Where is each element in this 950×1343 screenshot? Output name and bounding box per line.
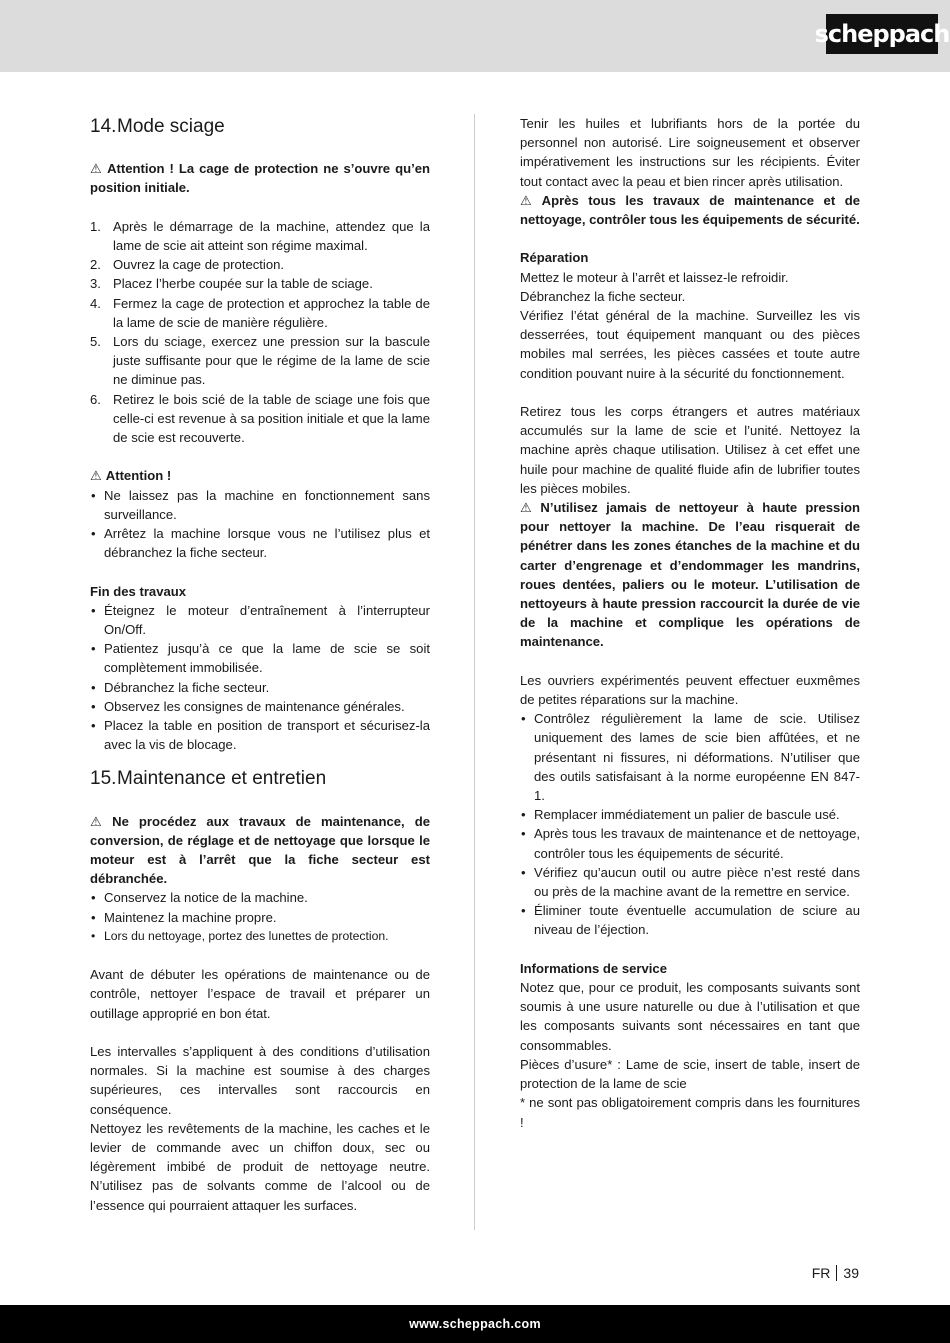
repair-list — [520, 709, 860, 939]
list-item: 3. Placez l’herbe coupée sur la table de sciage. — [90, 276, 373, 292]
paragraph: Pièces d’usure* : Lame de scie, insert de table, insert de protection de la lame de scie — [520, 1056, 860, 1092]
warning-safety-check: ⚠ Après tous les travaux de maintenance et de nettoyage, contrôler tous les équipements de sécurité. — [520, 192, 860, 228]
list-item: • Vérifiez qu’aucun outil ou autre pièce n’est resté dans ou près de la machine avant de la remettre en service. — [521, 864, 860, 900]
scheppach-logo: scheppach — [826, 14, 938, 54]
warning-high-pressure: ⚠ N’utilisez jamais de nettoyeur à haute pression pour nettoyer la machine. De l’eau risquerait de pénétrer dans les zones étanches de la machine et du carter d’engrenage et d’endommager les mandrins, roues dentées, paliers ou le moteur. L’utilisation de nettoyeurs à haute pression raccourcit la durée de vie de la machine et complique les opérations de maintenance. — [520, 500, 860, 650]
list-item: • Arrêtez la machine lorsque vous ne l’utilisez plus et débranchez la fiche secteur. — [91, 526, 430, 561]
steps-list — [90, 217, 430, 447]
right-column — [520, 114, 860, 1132]
subheading-fin-des-travaux: Fin des travaux — [90, 583, 187, 599]
section-number: 14. — [90, 116, 117, 137]
paragraph: Nettoyez les revêtements de la machine, les caches et le levier de commande avec un chiffon doux, sec ou légèrement imbibé de produit de nettoyage neutre. N’utilisez pas de solvants comme de l’alcool ou de l’essence qui pourraient attaquer les surfaces. — [90, 1120, 430, 1213]
warning-cage — [90, 159, 430, 197]
warning-triangle-icon: ⚠ — [90, 468, 102, 484]
paragraph: Retirez tous les corps étrangers et autres matériaux accumulés sur la lame de scie et l’unité. Nettoyez la machine après chaque utilisation. Utilisez à cet effet une huile pour machine de qualité fluide afin de lubrifier toutes les pièces mobiles. — [520, 404, 860, 496]
section-number: 15. — [90, 768, 117, 790]
warning-maintenance: ⚠ Ne procédez aux travaux de maintenance, de conversion, de réglage et de nettoyage que lorsque le moteur est à l’arrêt que la fiche secteur est débranchée. — [90, 813, 430, 887]
list-item: • Après tous les travaux de maintenance et de nettoyage, contrôler tous les équipements de sécurité. — [521, 826, 860, 861]
list-item: • Observez les consignes de maintenance générales. — [91, 698, 405, 714]
header-bar — [0, 0, 950, 72]
footer-bar — [0, 1305, 950, 1343]
warning-triangle-icon: ⚠ — [90, 161, 104, 177]
list-item: 4. Fermez la cage de protection et approchez la table de la lame de scie de manière régulière. — [90, 295, 430, 330]
warning-triangle-icon: ⚠ — [520, 500, 537, 516]
section-14-heading — [90, 114, 430, 140]
list-item: 1. Après le démarrage de la machine, attendez que la lame de scie ait atteint son régime maximal. — [90, 218, 430, 253]
paragraph: Tenir les huiles et lubrifiants hors de la portée du personnel non autorisé. Lire soigneusement et observer impérativement les instructions sur les récipients. Éviter tout contact avec la peau et bien rincer après utilisation. — [520, 116, 860, 189]
warning-attention: ⚠ Attention ! — [90, 468, 172, 484]
subheading-reparation: Réparation — [520, 250, 589, 266]
left-column — [90, 114, 430, 1215]
list-item: • Remplacer immédiatement un palier de bascule usé. — [521, 807, 840, 823]
section-title: Mode sciage — [117, 116, 225, 137]
maintenance-list — [90, 888, 430, 946]
list-item: 6. Retirez le bois scié de la table de sciage une fois que celle-ci est revenue à sa position initiale et que la lame de scie est recouverte. — [90, 391, 430, 446]
subheading-informations-de-service: Informations de service — [520, 960, 667, 976]
paragraph: Vérifiez l’état général de la machine. Surveillez les vis desserrées, tout équipement manquant ou des pièces mobiles mal serrées, les pièces cassées et toute autre condition pouvant nuire à la sécurité du fonctionnement. — [520, 308, 860, 381]
page-count: 39 — [843, 1265, 859, 1281]
list-item: • Patientez jusqu’à ce que la lame de scie se soit complètement immobilisée. — [91, 641, 430, 676]
paragraph: Les ouvriers expérimentés peuvent effectuer euxmêmes de petites réparations sur la machine. — [520, 672, 860, 708]
language-code: FR — [811, 1265, 831, 1281]
end-list — [90, 601, 430, 755]
list-item: • Maintenez la machine propre. — [91, 909, 277, 925]
list-item: • Lors du nettoyage, portez des lunettes de protection. — [91, 928, 389, 943]
paragraph: * ne sont pas obligatoirement compris dans les fournitures ! — [520, 1095, 860, 1130]
paragraph: Débranchez la fiche secteur. — [520, 288, 686, 304]
section-title: Maintenance et entretien — [117, 768, 327, 790]
paragraph: Avant de débuter les opérations de maintenance ou de contrôle, nettoyer l’espace de travail et préparer un outillage approprié en bon état. — [90, 967, 430, 1021]
column-divider — [474, 114, 475, 1230]
list-item: • Éteignez le moteur d’entraînement à l’interrupteur On/Off. — [91, 602, 430, 638]
separator — [836, 1265, 837, 1281]
list-item: • Placez la table en position de transport et sécurisez-la avec la vis de blocage. — [91, 718, 430, 753]
list-item: • Ne laissez pas la machine en fonctionnement sans surveillance. — [91, 487, 430, 522]
website-link[interactable]: www.scheppach.com — [409, 1317, 541, 1331]
warning-text: Attention ! La cage de protection ne s’ouvre qu’en position initiale. — [90, 161, 430, 196]
paragraph: Les intervalles s’appliquent à des conditions d’utilisation normales. Si la machine est soumise à des charges supérieures, ces intervalles sont raccourcis en conséquence. — [90, 1044, 430, 1117]
section-15-heading — [90, 766, 430, 792]
paragraph: Mettez le moteur à l’arrêt et laissez-le refroidir. — [520, 269, 789, 285]
warning-triangle-icon: ⚠ — [90, 813, 109, 829]
list-item: • Débranchez la fiche secteur. — [91, 679, 270, 695]
list-item: • Éliminer toute éventuelle accumulation de sciure au niveau de l’éjection. — [521, 903, 860, 938]
list-item: 5. Lors du sciage, exercez une pression sur la bascule juste suffisante pour que le régime de la lame de scie ne diminue pas. — [90, 334, 430, 388]
warning-triangle-icon: ⚠ — [520, 192, 538, 208]
attention-list — [90, 486, 430, 563]
list-item: 2. Ouvrez la cage de protection. — [90, 257, 285, 273]
list-item: • Contrôlez régulièrement la lame de scie. Utilisez uniquement des lames de scie bien affûtées, et ne présentant ni fissures, ni déformations. N’utiliser que des outils satisfaisant à la norme européenne EN 847-1. — [521, 711, 860, 804]
paragraph: Notez que, pour ce produit, les composants suivants sont soumis à une usure naturelle ou due à l’utilisation et que les composants suivants sont nécessaires en tant que consommables. — [520, 980, 860, 1053]
list-item: • Conservez la notice de la machine. — [91, 890, 308, 906]
page-number — [812, 1265, 859, 1281]
